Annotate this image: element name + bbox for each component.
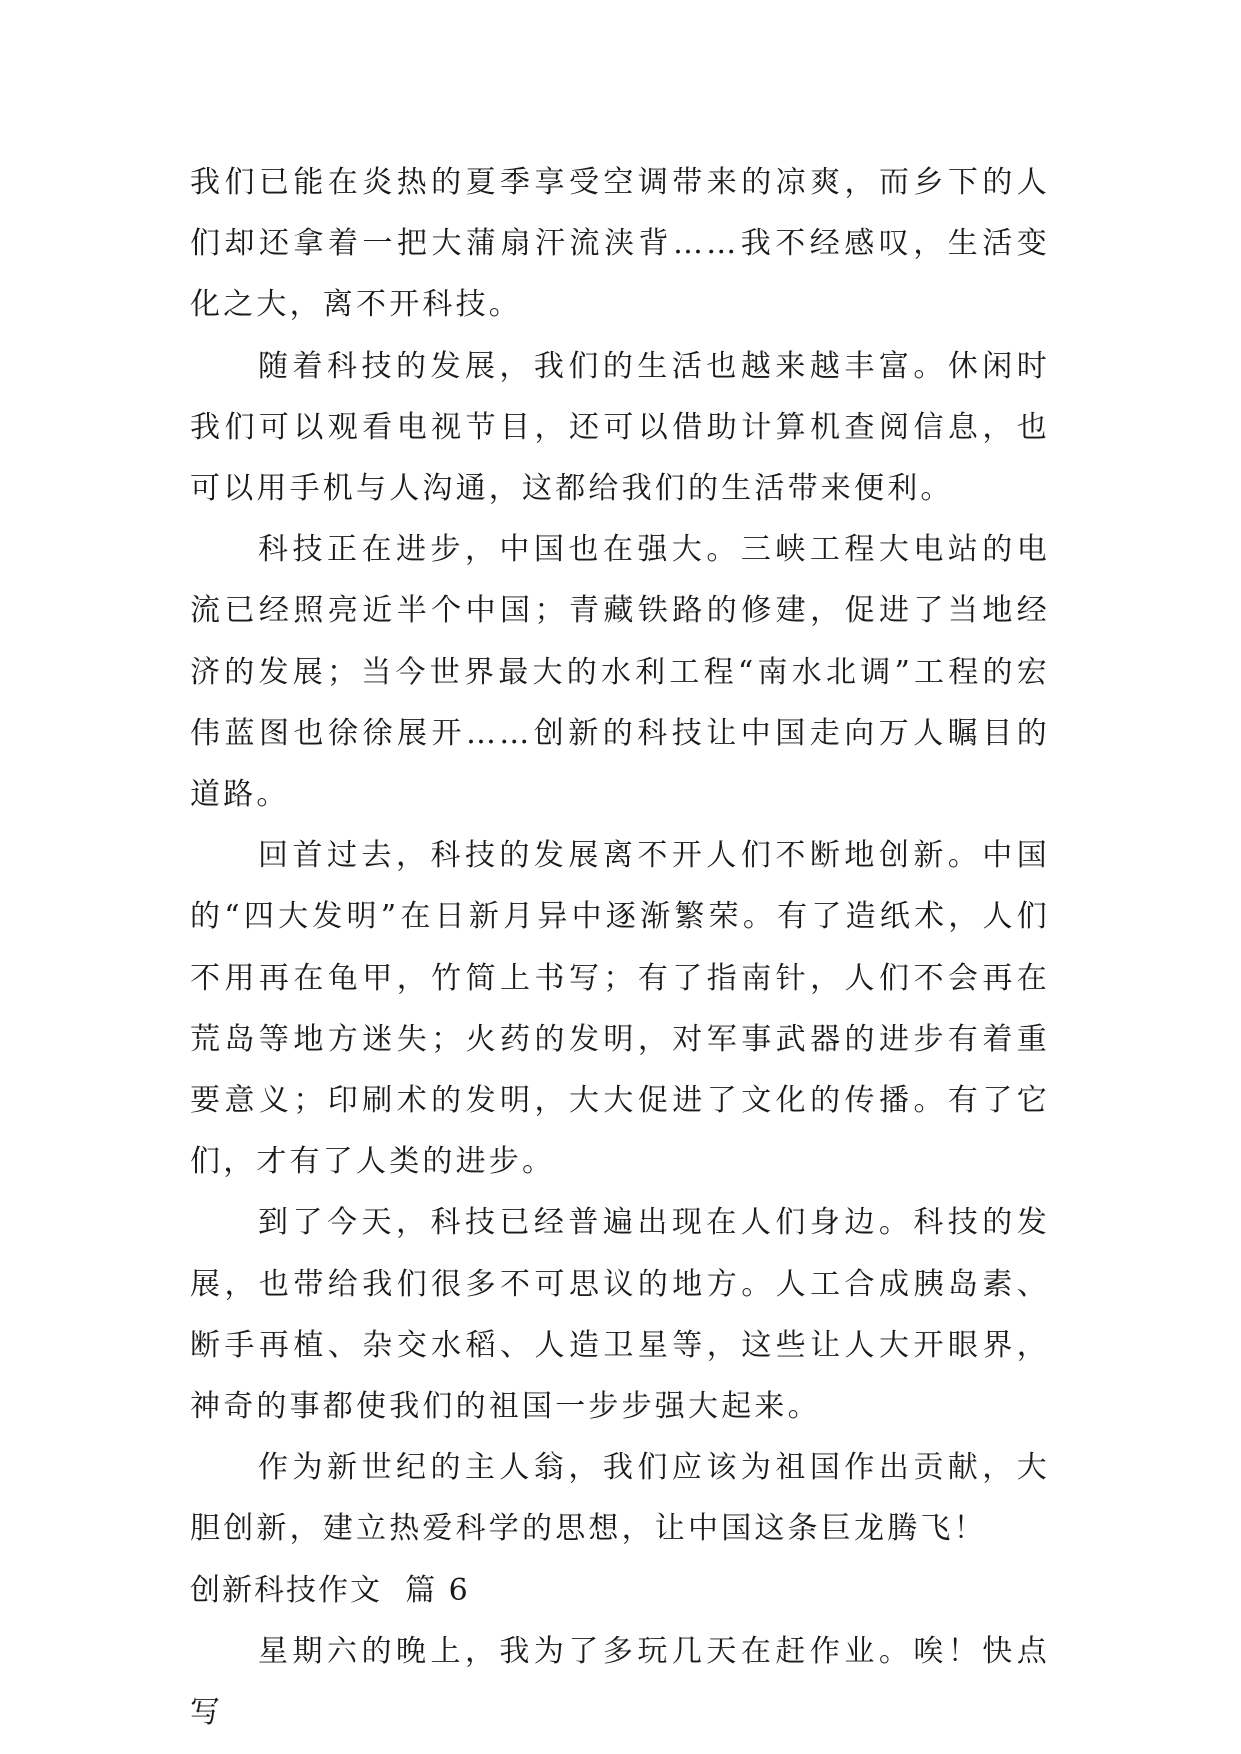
paragraph-6: 作为新世纪的主人翁，我们应该为祖国作出贡献，大胆创新，建立热爱科学的思想，让中国这条巨龙腾飞！ — [190, 1450, 1050, 1547]
document-page — [190, 152, 1050, 1743]
paragraph-3: 科技正在进步，中国也在强大。三峡工程大电站的电流已经照亮近半个中国；青藏铁路的修建，促进了当地经济的发展；当今世界最大的水利工程“南水北调”工程的宏伟蓝图也徐徐展开……创新的科技让中国走向万人瞩目的道路。 — [190, 532, 1050, 813]
section-heading: 创新科技作文 篇 6 — [190, 1572, 470, 1608]
paragraph-4: 回首过去，科技的发展离不开人们不断地创新。中国的“四大发明”在日新月异中逐渐繁荣。有了造纸术，人们不用再在龟甲，竹简上书写；有了指南针，人们不会再在荒岛等地方迷失；火药的发明，对军事武器的进步有着重要意义；印刷术的发明，大大促进了文化的传播。有了它们，才有了人类的进步。 — [190, 838, 1050, 1180]
paragraph-5: 到了今天，科技已经普遍出现在人们身边。科技的发展，也带给我们很多不可思议的地方。人工合成胰岛素、断手再植、杂交水稻、人造卫星等，这些让人大开眼界，神奇的事都使我们的祖国一步步强大起来。 — [190, 1205, 1050, 1425]
paragraph-7: 星期六的晚上，我为了多玩几天在赶作业。唉！快点写 — [190, 1633, 1050, 1731]
paragraph-1: 我们已能在炎热的夏季享受空调带来的凉爽，而乡下的人们却还拿着一把大蒲扇汗流浃背……我不经感叹，生活变化之大，离不开科技。 — [190, 165, 1050, 323]
paragraph-2: 随着科技的发展，我们的生活也越来越丰富。休闲时我们可以观看电视节目，还可以借助计算机查阅信息，也可以用手机与人沟通，这都给我们的生活带来便利。 — [190, 348, 1050, 507]
